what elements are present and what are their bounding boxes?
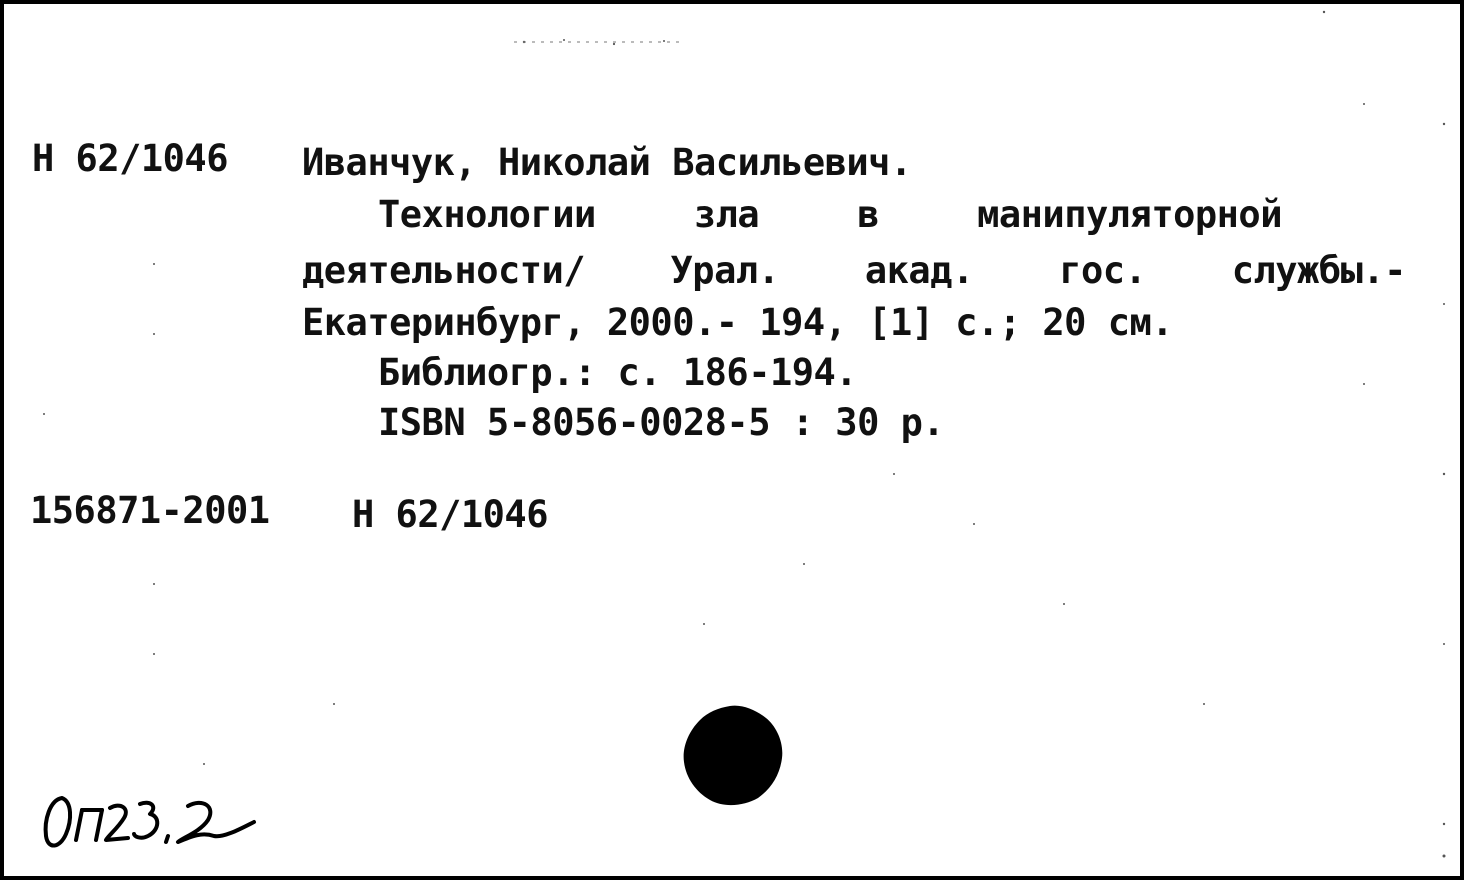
title-line-2	[302, 249, 1406, 292]
call-number: Н 62/1046	[32, 137, 228, 180]
inventory-number: 156871-2001	[30, 489, 270, 532]
inventory-call-number: Н 62/1046	[352, 493, 548, 536]
title-word: службы.-	[1231, 249, 1406, 292]
title-word: манипуляторной	[977, 193, 1282, 236]
handwritten-shelf-mark	[32, 776, 272, 866]
title-word: гос.	[1059, 249, 1147, 292]
title-word: Технологии	[378, 193, 596, 236]
imprint-line: Екатеринбург, 2000.- 194, [1] с.; 20 см.	[302, 301, 1174, 344]
author-heading: Иванчук, Николай Васильевич.	[302, 141, 912, 184]
title-word: деятельности/	[302, 249, 586, 292]
title-word: Урал.	[670, 249, 780, 292]
title-word: акад.	[864, 249, 974, 292]
isbn-price-line: ISBN 5-8056-0028-5 : 30 р.	[378, 401, 945, 444]
card-punch-hole	[680, 704, 786, 808]
title-line-1	[378, 193, 1282, 236]
title-word: зла	[693, 193, 760, 236]
title-word: в	[857, 193, 880, 236]
bibliography-note: Библиогр.: с. 186-194.	[378, 351, 858, 394]
